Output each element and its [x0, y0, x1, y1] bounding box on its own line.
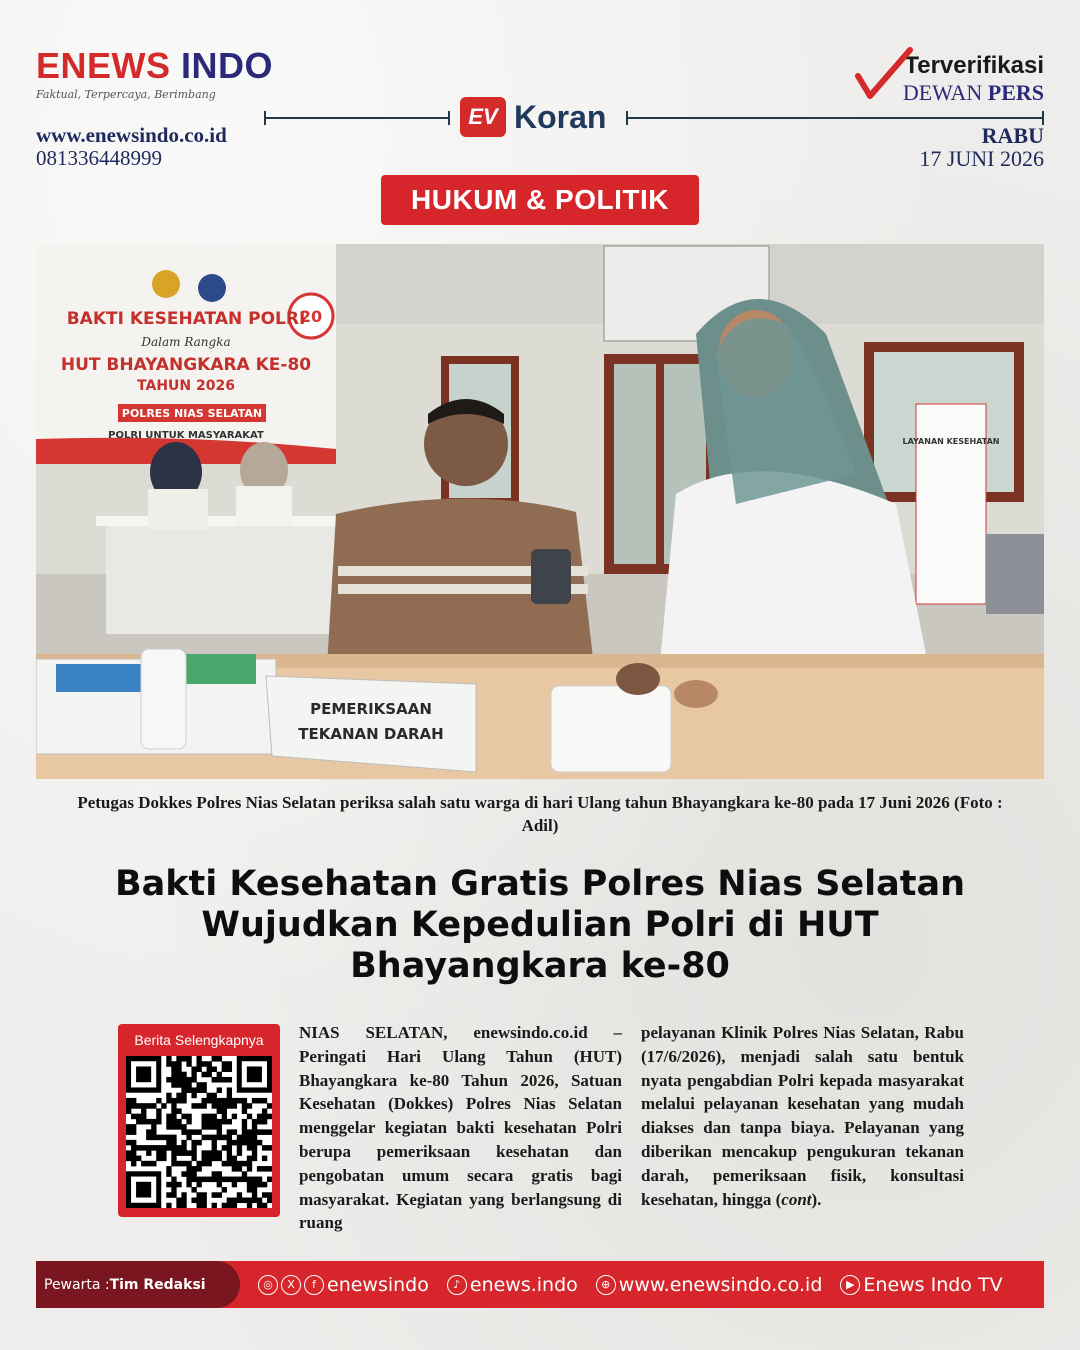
- svg-text:TEKANAN DARAH: TEKANAN DARAH: [298, 725, 444, 743]
- reporter-name: Tim Redaksi: [109, 1276, 206, 1293]
- contact-info: [36, 124, 227, 170]
- svg-text:BAKTI KESEHATAN POLRI: BAKTI KESEHATAN POLRI: [66, 309, 306, 329]
- svg-text:POLRI UNTUK MASYARAKAT: POLRI UNTUK MASYARAKAT: [108, 430, 264, 441]
- brand-name-part2: INDO: [181, 45, 274, 86]
- header-rule-left: [264, 117, 450, 119]
- article-column-2: pelayanan Klinik Polres Nias Selatan, Rabu (17/6/2026), menjadi salah satu bentuk nyata pengabdian Polri kepada masyarakat melalui pelayanan kesehatan yang mudah diakses dan tanpa biaya. Pelayanan yang diberikan mencakup pengukuran tekanan darah, pemeriksaan fisik, konsultasi kesehatan, hingga (cont).: [641, 1023, 964, 1209]
- qr-code[interactable]: [126, 1056, 272, 1208]
- website-group[interactable]: [596, 1274, 823, 1296]
- qr-label: Berita Selengkapnya: [134, 1032, 264, 1048]
- brand-logo[interactable]: [36, 45, 274, 101]
- article-column-1: NIAS SELATAN, enewsindo.co.id – Peringati Hari Ulang Tahun (HUT) Bhayangkara ke-80 Tahun 2026, Satuan Kesehatan (Dokkes) Polres Nias Selatan menggelar kegiatan bakti kesehatan Polri berupa pemeriksaan kesehatan dan pengobatan umum secara gratis bagi masyarakat. Kegiatan yang berlangsung di ruang: [299, 1023, 622, 1233]
- qr-card[interactable]: [118, 1024, 280, 1217]
- brand-tagline: Faktual, Terpercaya, Berimbang: [36, 88, 216, 101]
- koran-label: Koran: [514, 98, 607, 135]
- globe-icon: ⊕: [596, 1275, 616, 1295]
- brand-name: [36, 45, 274, 86]
- section-badge: HUKUM & POLITIK: [381, 175, 699, 225]
- tiktok-icon: ♪: [447, 1275, 467, 1295]
- x-icon: X: [281, 1275, 301, 1295]
- dewan-pers-label: DEWAN PERS: [902, 80, 1044, 105]
- youtube-channel: Enews Indo TV: [863, 1273, 1003, 1296]
- footer-bar: [36, 1261, 1044, 1308]
- svg-text:TAHUN 2026: TAHUN 2026: [137, 378, 235, 394]
- issue-date-value: 17 JUNI 2026: [919, 146, 1044, 172]
- issue-day: RABU: [981, 123, 1044, 148]
- social-group-1[interactable]: [258, 1274, 429, 1296]
- instagram-icon: ◎: [258, 1275, 278, 1295]
- headline: Bakti Kesehatan Gratis Polres Nias Selatan Wujudkan Kepedulian Polri di HUT Bhayangkara ke-80: [114, 864, 966, 986]
- verified-label: Terverifikasi: [904, 52, 1044, 79]
- verified-badge: [864, 52, 1044, 106]
- reporter-credit: Pewarta : Tim Redaksi: [36, 1261, 240, 1308]
- ev-logo-icon: EV: [460, 97, 506, 137]
- youtube-group[interactable]: [840, 1274, 1002, 1296]
- svg-text:POLRES NIAS SELATAN: POLRES NIAS SELATAN: [121, 407, 263, 420]
- social-handle: enewsindo: [327, 1273, 429, 1296]
- svg-text:LAYANAN KESEHATAN: LAYANAN KESEHATAN: [902, 437, 1000, 446]
- qr-code-graphic: [126, 1056, 272, 1208]
- website-link[interactable]: www.enewsindo.co.id: [36, 123, 227, 147]
- tiktok-handle: enews.indo: [469, 1273, 578, 1296]
- youtube-icon: ▶: [840, 1275, 860, 1295]
- photo-illustration: [36, 244, 1044, 779]
- issue-date: [919, 124, 1044, 170]
- facebook-icon: f: [304, 1275, 324, 1295]
- social-group-2[interactable]: [447, 1274, 578, 1296]
- svg-text:20: 20: [299, 307, 323, 326]
- header-rule-right: [626, 117, 1044, 119]
- svg-text:Dalam Rangka: Dalam Rangka: [141, 335, 231, 349]
- news-photo: [36, 244, 1044, 779]
- photo-caption: Petugas Dokkes Polres Nias Selatan periksa salah satu warga di hari Ulang tahun Bhayangkara ke-80 pada 17 Juni 2026 (Foto : Adil): [77, 793, 1003, 835]
- phone-number: 081336448999: [36, 146, 162, 171]
- footer-website: www.enewsindo.co.id: [618, 1273, 823, 1296]
- koran-logo: [460, 97, 606, 137]
- svg-text:HUT BHAYANGKARA KE-80: HUT BHAYANGKARA KE-80: [60, 355, 312, 375]
- checkmark-icon: [854, 46, 914, 106]
- brand-name-part1: ENEWS: [36, 45, 171, 86]
- svg-text:PEMERIKSAAN: PEMERIKSAAN: [310, 700, 432, 718]
